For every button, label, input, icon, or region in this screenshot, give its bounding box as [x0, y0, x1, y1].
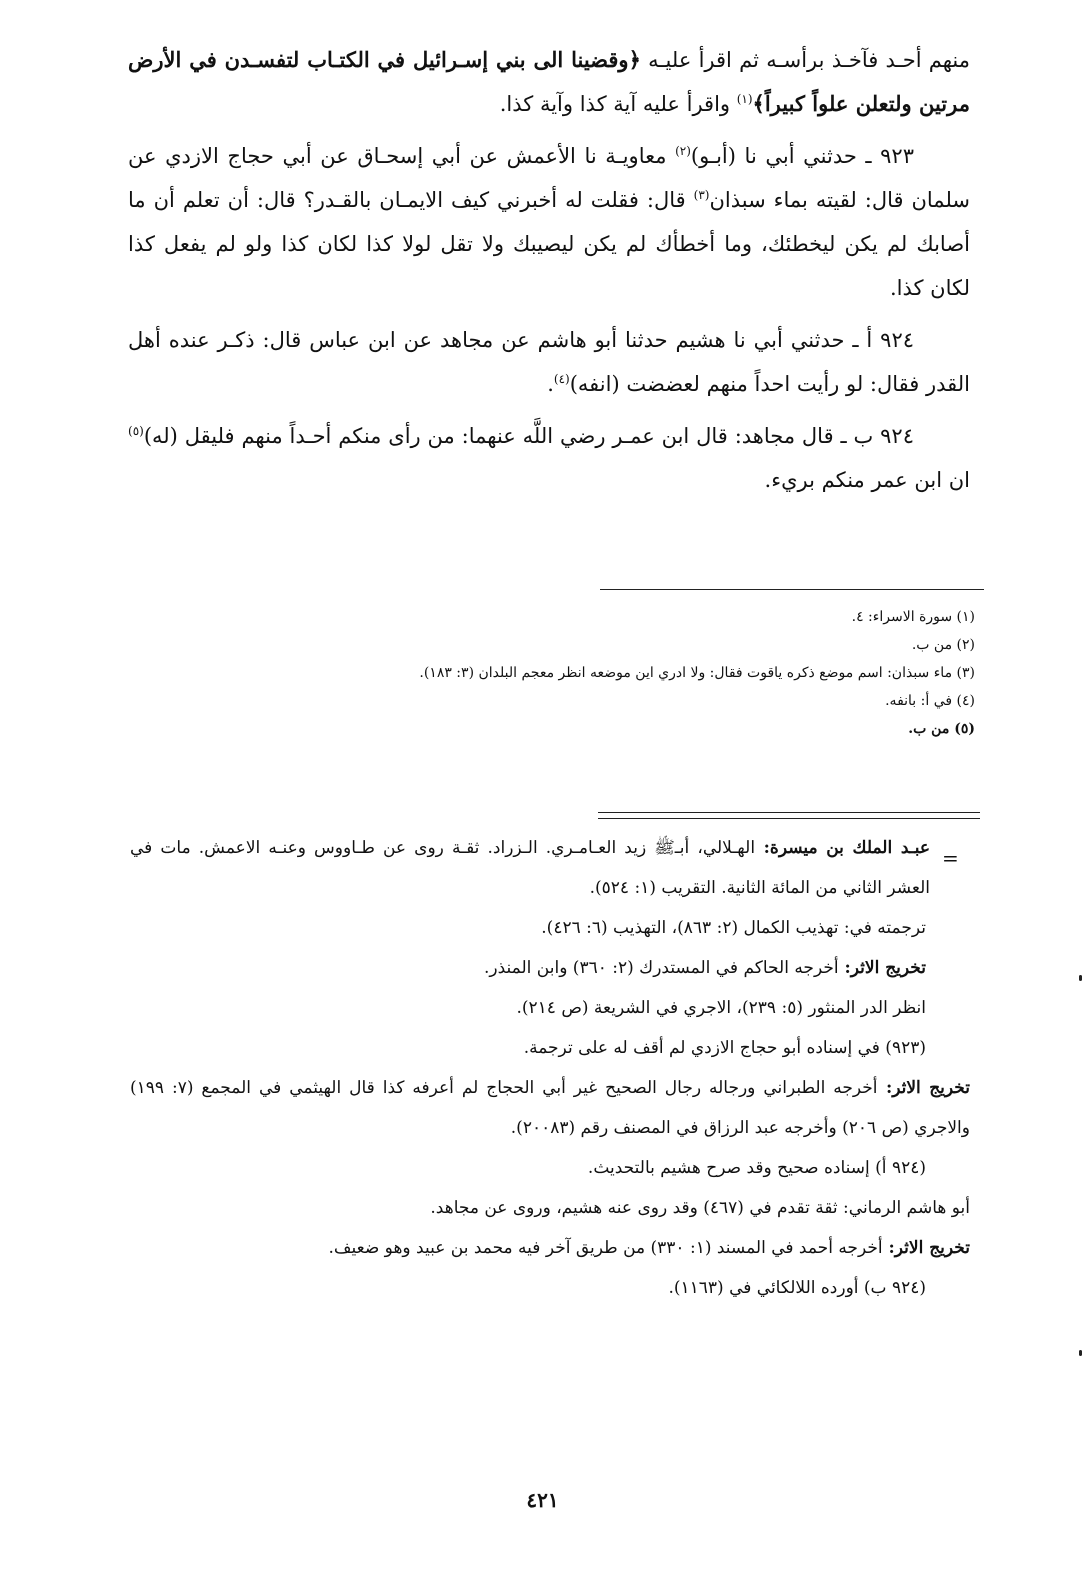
footnote-ref-3: (٣) — [693, 188, 710, 202]
note-biography: ترجمته في: تهذيب الكمال (٢: ٨٦٣)، التهذيب (٦: ٤٢٦). — [541, 918, 926, 938]
hadith-924b-text-a: قال مجاهد: قال ابن عمـر رضي اللَّه عنهما: من رأى منكم أحـداً منهم فليقل (له) — [143, 424, 834, 448]
note-takhrij-1 — [130, 948, 970, 988]
continuation-mark: = — [942, 846, 959, 870]
main-text — [128, 38, 970, 502]
note-narrator-text: الهـلالي، أبـﷺ زيد العـامـري. الـزراد. ثقـة روى عن طـاووس وعنـه الاعمش. مات في العشر الثاني من المائة الثانية. التقريب (١: ٥٢٤). — [130, 838, 930, 898]
hadith-number-923: ٩٢٣ ـ — [856, 144, 914, 168]
opening-paragraph — [128, 38, 970, 126]
hadith-923-text-a: حدثني أبي نا (أبـو) — [690, 144, 857, 168]
hadith-number-924b: ٩٢٤ ب ـ — [833, 424, 914, 448]
footnote-ref-5: (٥) — [128, 424, 144, 438]
footnote-4: (٤) في أ: بانفه. — [885, 693, 975, 709]
hadith-924b-text-b: ان ابن عمر منكم بريء. — [764, 468, 970, 492]
footnote-ref-2: (٢) — [675, 144, 691, 158]
editor-notes — [130, 828, 930, 908]
opening-prefix: منهم أحـد فآخـذ برأسـه ثم اقرأ عليـه — [640, 48, 971, 72]
note-924a: (٩٢٤ أ) إسناده صحيح وقد صرح هشيم بالتحديث. — [587, 1158, 926, 1178]
footnote-3: (٣) ماء سبذان: اسم موضع ذكره ياقوت فقال: ولا ادري اين موضعه انظر معجم البلدان (٣: ١٨٣). — [419, 665, 975, 681]
hadith-923-text-c: قال: فقلت له أخبرني كيف الايمـان بالقـدر؟ قال: أن تعلم أن ما أصابك لم يكن ليخطئك، وما أخطأك لم يكن ليصيبك ولا تقل لولا كذا لكان كذا ولو لم يفعل كذا لكان كذا. — [128, 188, 970, 300]
note-923: (٩٢٣) في إسناده أبو حجاج الازدي لم أقف له على ترجمة. — [523, 1038, 926, 1058]
note-takhrij-3-text: أخرجه أحمد في المسند (١: ٣٣٠) من طريق آخر فيه محمد بن عبيد وهو ضعيف. — [328, 1238, 883, 1258]
footnote-ref-1: (١) — [736, 92, 753, 106]
note-takhrij-2-text: أخرجه الطبراني ورجاله رجال الصحيح غير أبي الحجاج لم أعرفه كذا قال الهيثمي في المجمع (٧: ١٩٩) والاجري (ص ٢٠٦) وأخرجه عبد الرزاق في المصنف رقم (٢٠٠٨٣). — [130, 1078, 970, 1138]
takhrij-label: تخريج الاثر: — [838, 958, 926, 978]
note-924b: (٩٢٤ ب) أورده اللالكائي في (١١٦٣). — [668, 1278, 926, 1298]
note-takhrij-1-text: أخرجه الحاكم في المستدرك (٢: ٣٦٠) وابن المنذر. — [484, 958, 839, 978]
hadith-923 — [128, 134, 970, 310]
scan-speck — [1079, 1350, 1082, 1356]
takhrij-label: تخريج الاثر: — [882, 1238, 970, 1258]
hadith-924a-text: حدثني أبي نا هشيم حدثنا أبو هاشم عن مجاهد عن ابن عباس قال: ذكـر عنده أهل القدر فقال: لو رأيت احداً منهم لعضضت (انفه) — [128, 328, 970, 396]
footnote-2: (٢) من ب. — [911, 637, 975, 653]
hadith-924b — [128, 414, 970, 502]
note-abu-hashim: أبو هاشم الرماني: ثقة تقدم في (٤٦٧) وقد روى عنه هشيم، وروى عن مجاهد. — [430, 1198, 970, 1218]
footnote-ref-4: (٤) — [553, 372, 570, 386]
footnote-separator — [600, 589, 984, 590]
note-durr: انظر الدر المنثور (٥: ٢٣٩)، الاجري في الشريعة (ص ٢١٤). — [516, 998, 926, 1018]
footnotes — [419, 603, 975, 743]
narrator-name: عبـد الملك بن ميسرة: — [755, 838, 930, 858]
note-takhrij-2 — [130, 1068, 970, 1148]
hadith-923-text-b: معاويـة نا الأعمش عن أبي إسحـاق عن أبي حجاج الازدي عن سلمان قال: لقيته بماء سبذان — [128, 144, 970, 212]
editor-notes-continued — [130, 908, 970, 1308]
page-number: ٤٢١ — [526, 1488, 559, 1512]
notes-separator-top — [598, 812, 980, 813]
scan-speck — [1079, 975, 1082, 981]
takhrij-label: تخريج الاثر: — [877, 1078, 970, 1098]
footnote-1: (١) سورة الاسراء: ٤. — [851, 609, 975, 625]
note-narrator — [130, 828, 930, 908]
hadith-924a — [128, 318, 970, 406]
quran-verse: ﴿وقضينا الى بني إسـرائيل في الكتـاب لتفسـدن في الأرض مرتين ولتعلن علواً كبيراً﴾ — [128, 47, 970, 116]
hadith-924a-end: . — [547, 372, 554, 396]
opening-suffix: واقرأ عليه آية كذا وآية كذا. — [499, 92, 737, 116]
footnote-5: (٥) من ب. — [908, 721, 975, 737]
notes-separator-bottom — [598, 818, 980, 819]
hadith-number-924a: ٩٢٤ أ ـ — [844, 328, 915, 352]
note-takhrij-3 — [130, 1228, 970, 1268]
